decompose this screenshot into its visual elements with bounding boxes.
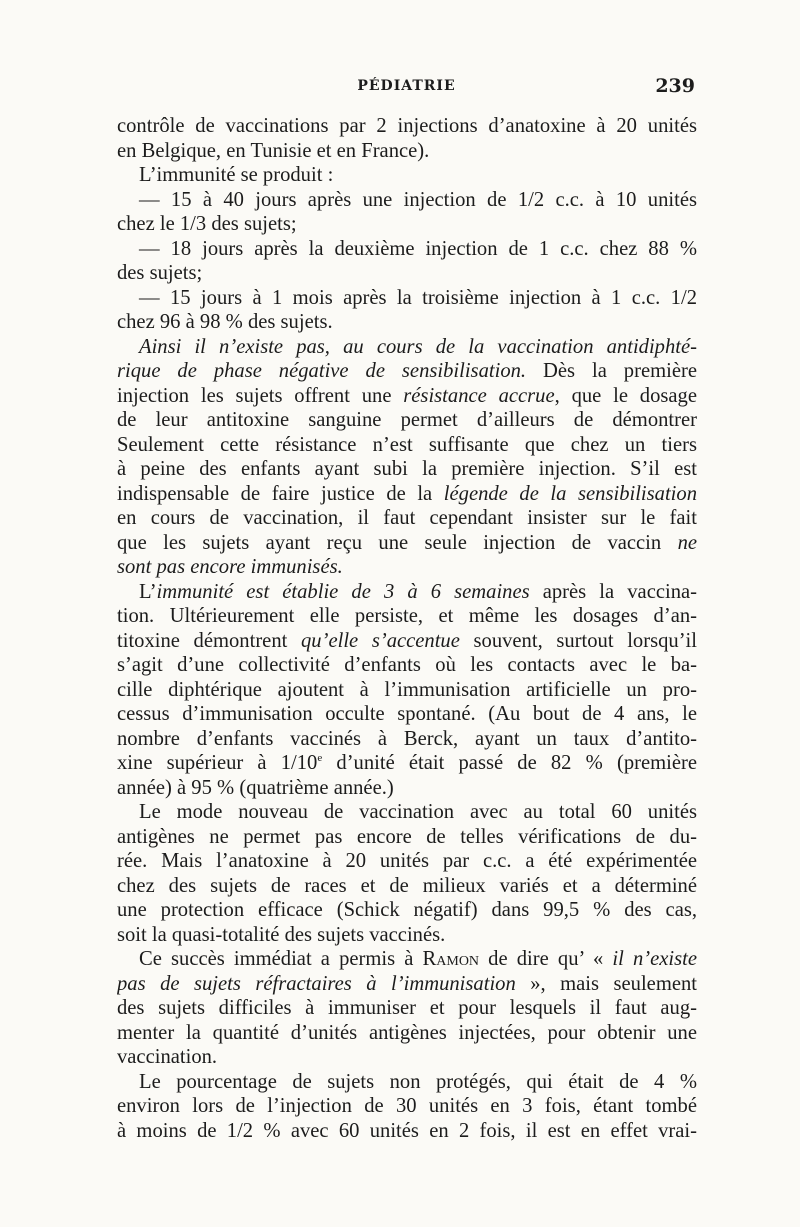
text-line: vaccination. <box>117 1046 218 1068</box>
text-line: — 18 jours après la deuxième injection de 1 c.c. chez 88 % <box>139 237 697 260</box>
text-line: injection les sujets offrent une résistance accrue, que le dosage <box>117 384 697 407</box>
text-line: s’agit d’une collectivité d’enfants où les contacts avec le ba- <box>117 654 697 676</box>
text-line: des sujets; <box>117 262 203 284</box>
text-line: nombre d’enfants vaccinés à Berck, ayant un taux d’antito- <box>117 727 697 750</box>
text-line: L’immunité se produit : <box>139 164 334 186</box>
text-line: en cours de vaccination, il faut cependant insister sur le fait <box>117 507 697 529</box>
text-line: Seulement cette résistance n’est suffisante que chez un tiers <box>117 433 697 456</box>
text-line: rée. Mais l’anatoxine à 20 unités par c.c. a été expérimentée <box>117 850 697 872</box>
text-line: Ce succès immédiat a permis à Ramon de dire qu’ « il n’existe <box>139 948 697 970</box>
text-line: antigènes ne permet pas encore de telles vérifications de du- <box>117 825 697 848</box>
text-line: Le pourcentage de sujets non protégés, qui était de 4 % <box>139 1070 697 1093</box>
text-line: cille diphtérique ajoutent à l’immunisation artificielle un pro- <box>117 678 697 701</box>
text-line: année) à 95 % (quatrième année.) <box>117 776 394 799</box>
text-line: Le mode nouveau de vaccination avec au total 60 unités <box>139 801 697 823</box>
text-line: menter la quantité d’unités antigènes injectées, pour obtenir une <box>117 1021 697 1044</box>
running-header <box>118 75 695 102</box>
text-line: soit la quasi-totalité des sujets vaccinés. <box>117 923 446 946</box>
text-line: une protection efficace (Schick négatif) dans 99,5 % des cas, <box>117 899 697 921</box>
text-line: indispensable de faire justice de la légende de la sensibilisation <box>117 482 697 505</box>
body-text <box>117 114 697 1143</box>
text-line: sont pas encore immunisés. <box>117 556 343 578</box>
text-line: rique de phase négative de sensibilisation. Dès la première <box>117 360 697 382</box>
running-head-title: PÉDIATRIE <box>357 78 456 94</box>
text-line: à moins de 1/2 % avec 60 unités en 2 fois, il est en effet vrai- <box>117 1119 697 1142</box>
text-line: à peine des enfants ayant subi la première injection. S’il est <box>117 458 697 480</box>
text-line: tion. Ultérieurement elle persiste, et même les dosages d’an- <box>117 605 697 627</box>
page-number: 239 <box>655 75 695 97</box>
text-line: titoxine démontrent qu’elle s’accentue souvent, surtout lorsqu’il <box>117 629 697 652</box>
text-line: pas de sujets réfractaires à l’immunisation », mais seulement <box>117 972 697 995</box>
text-line: chez des sujets de races et de milieux variés et a déterminé <box>117 874 697 897</box>
text-line: chez le 1/3 des sujets; <box>117 213 297 235</box>
text-line: de leur antitoxine sanguine permet d’ailleurs de démontrer <box>117 409 697 431</box>
text-line: L’immunité est établie de 3 à 6 semaines après la vaccina- <box>139 580 697 603</box>
text-line: xine supérieur à 1/10e d’unité était passé de 82 % (première <box>117 752 697 774</box>
text-line: — 15 à 40 jours après une injection de 1/2 c.c. à 10 unités <box>139 188 697 211</box>
text-line: contrôle de vaccinations par 2 injections d’anatoxine à 20 unités <box>117 115 697 137</box>
text-line: chez 96 à 98 % des sujets. <box>117 311 333 333</box>
text-line: cessus d’immunisation occulte spontané. (Au bout de 4 ans, le <box>117 703 697 725</box>
text-line: en Belgique, en Tunisie et en France). <box>117 139 430 162</box>
text-line: des sujets difficiles à immuniser et pour lesquels il faut aug- <box>117 997 697 1019</box>
text-line: Ainsi il n’existe pas, au cours de la vaccination antidiphté- <box>139 335 697 358</box>
text-line: que les sujets ayant reçu une seule injection de vaccin ne <box>117 531 697 554</box>
text-line: — 15 jours à 1 mois après la troisième injection à 1 c.c. 1/2 <box>139 286 697 309</box>
text-line: environ lors de l’injection de 30 unités en 3 fois, étant tombé <box>117 1095 697 1117</box>
